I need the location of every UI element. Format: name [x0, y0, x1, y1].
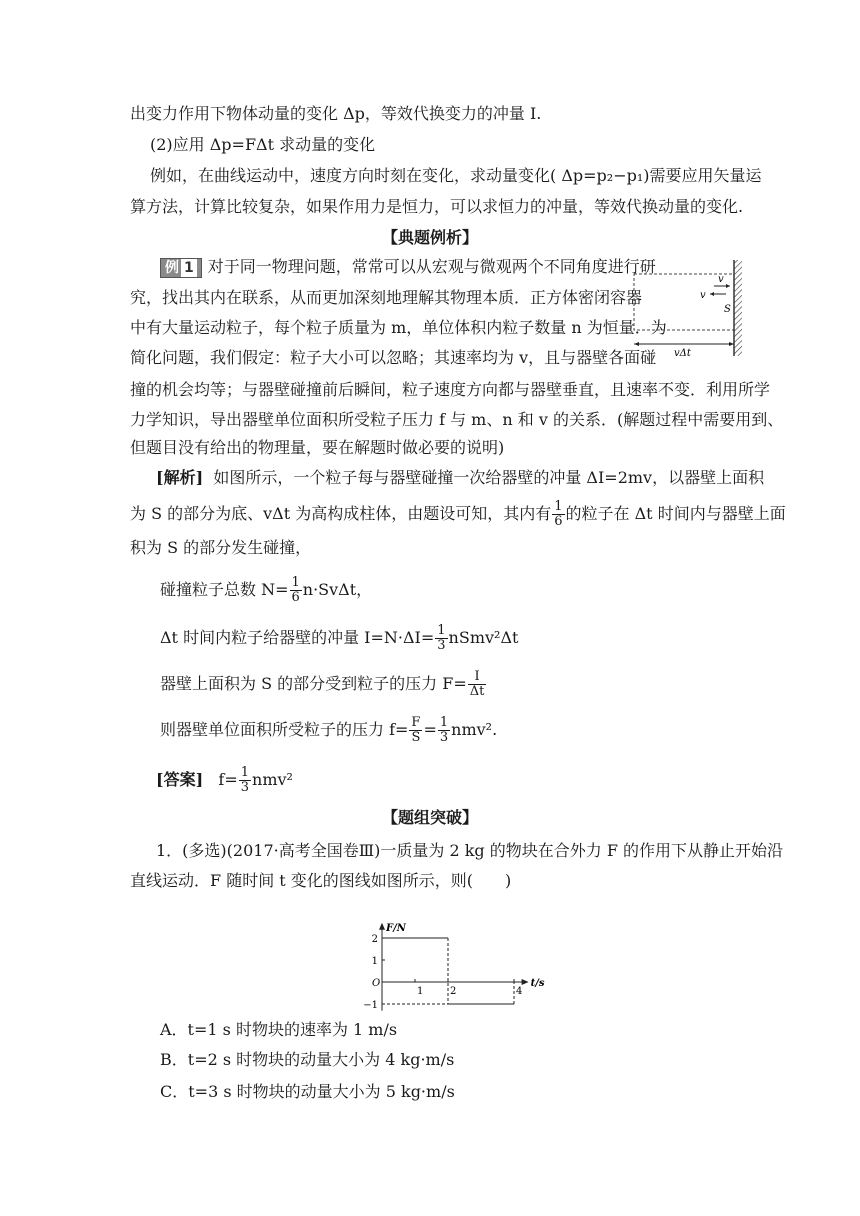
origin-label: O	[372, 978, 381, 989]
solution-line-3: 积为 S 的部分发生碰撞，	[130, 538, 312, 557]
example-line-7: 但题目没有给出的物理量，要在解题时做必要的说明)	[130, 438, 505, 457]
x-tick-label: 2	[450, 986, 457, 997]
example-line-1: 例 1 对于同一物理问题，常常可以从宏观与微观两个不同角度进行研	[160, 257, 656, 278]
arrow-right-head	[726, 284, 730, 288]
intro-line-4: 算方法，计算比较复杂，如果作用力是恒力，可以求恒力的冲量，等效代换动量的变化.	[130, 197, 744, 216]
eq4-fraction-2: $\frac{1}{3}$	[439, 715, 449, 745]
x-axis-label: t/s	[530, 978, 545, 989]
eq1-fraction: $\frac{1}{6}$	[291, 575, 300, 605]
intro-line-1: 出变力作用下物体动量的变化 Δp，等效代换变力的冲量 I.	[130, 104, 542, 123]
example-line-5: 撞的机会均等；与器壁碰撞前后瞬间，粒子速度方向都与器壁垂直，且速率不变．利用所学	[130, 380, 771, 399]
eq4-fraction-1: $\frac{F}{S}$	[411, 715, 421, 745]
y-axis-arrow	[379, 923, 385, 930]
problem-1-line-2: 直线运动．F 随时间 t 变化的图线如图所示，则( )	[130, 871, 512, 890]
problem-1-line-1: 1．(多选)(2017·高考全国卷Ⅲ)一质量为 2 kg 的物块在合外力 F 的作用下从静止开始沿	[156, 841, 784, 860]
example-line-3: 中有大量运动粒子，每个粒子质量为 m，单位体积内粒子数量 n 为恒量．为	[130, 318, 667, 337]
equation-pressure: 则器壁单位面积所受粒子的压力 f= $\frac{F}{S}$ = $\frac{1}{3}$ nmv².	[160, 715, 498, 745]
dimension-arrow-left	[634, 342, 639, 346]
section-title-example: 【典题例析】	[381, 228, 478, 247]
y-tick-label: 1	[371, 956, 378, 967]
intro-line-2: (2)应用 Δp=FΔt 求动量的变化	[150, 135, 376, 154]
force-time-chart	[360, 898, 545, 1011]
equation-particle-count: 碰撞粒子总数 N= $\frac{1}{6}$ n·SvΔt，	[160, 575, 373, 605]
example-line-2: 究，找出其内在联系，从而更加深刻地理解其物理本质．正方体密闭容器	[130, 288, 643, 307]
intro-line-3: 例如，在曲线运动中，速度方向时刻在变化，求动量变化( Δp=p₂−p₁)需要应用矢量运	[150, 166, 762, 185]
equation-force: 器壁上面积为 S 的部分受到粒子的压力 F= $\frac{I}{\Delta t}$	[160, 669, 485, 699]
section-title-practice: 【题组突破】	[381, 808, 478, 827]
container-diagram	[628, 256, 744, 362]
fraction-one-sixth: $\frac{1}{6}$	[554, 499, 563, 529]
option-a: A．t=1 s 时物块的速率为 1 m/s	[160, 1020, 398, 1039]
solution-line-1: [解析] 如图所示，一个粒子每与器壁碰撞一次给器壁的冲量 ΔI=2mv，以器壁上面积	[156, 468, 765, 487]
eq2-fraction: $\frac{1}{3}$	[437, 623, 446, 653]
eq3-fraction: $\frac{I}{\Delta t}$	[469, 669, 485, 699]
option-c: C．t=3 s 时物块的动量大小为 5 kg·m/s	[160, 1082, 455, 1101]
answer-label: [答案]	[156, 770, 204, 789]
velocity-label-left: v	[700, 290, 706, 301]
answer-line: [答案] f= $\frac{1}{3}$ nmv²	[156, 765, 293, 795]
example-line-6: 力学知识，导出器壁单位面积所受粒子压力 f 与 m、n 和 v 的关系．(解题过程中需要用到、	[130, 410, 784, 429]
arrow-left-head	[710, 292, 714, 296]
area-label: S	[724, 304, 731, 315]
equation-impulse: Δt 时间内粒子给器壁的冲量 I=N·ΔI= $\frac{1}{3}$ nSmv²Δt	[160, 623, 519, 653]
option-b: B．t=2 s 时物块的动量大小为 4 kg·m/s	[160, 1050, 455, 1069]
x-tick-label: 4	[516, 986, 523, 997]
answer-fraction: $\frac{1}{3}$	[240, 765, 250, 795]
wall-hatch	[734, 260, 742, 356]
x-tick-label: 1	[417, 986, 424, 997]
solution-line-2: 为 S 的部分为底、vΔt 为高构成柱体，由题设可知，其内有 $\frac{1}{6}$ 的粒子在 Δt 时间内与器壁上面	[130, 499, 786, 529]
dimension-label: vΔt	[674, 348, 691, 359]
y-axis-label: F/N	[386, 922, 406, 934]
velocity-label-top: v	[718, 274, 724, 285]
x-axis-arrow	[522, 979, 529, 985]
y-tick-label: −1	[363, 1000, 378, 1011]
example-tag: 例 1	[160, 258, 202, 278]
example-line-4: 简化问题，我们假定：粒子大小可以忽略；其速率均为 v，且与器壁各面碰	[130, 348, 657, 367]
solution-label: [解析]	[156, 468, 204, 487]
y-tick-label: 2	[371, 934, 378, 945]
